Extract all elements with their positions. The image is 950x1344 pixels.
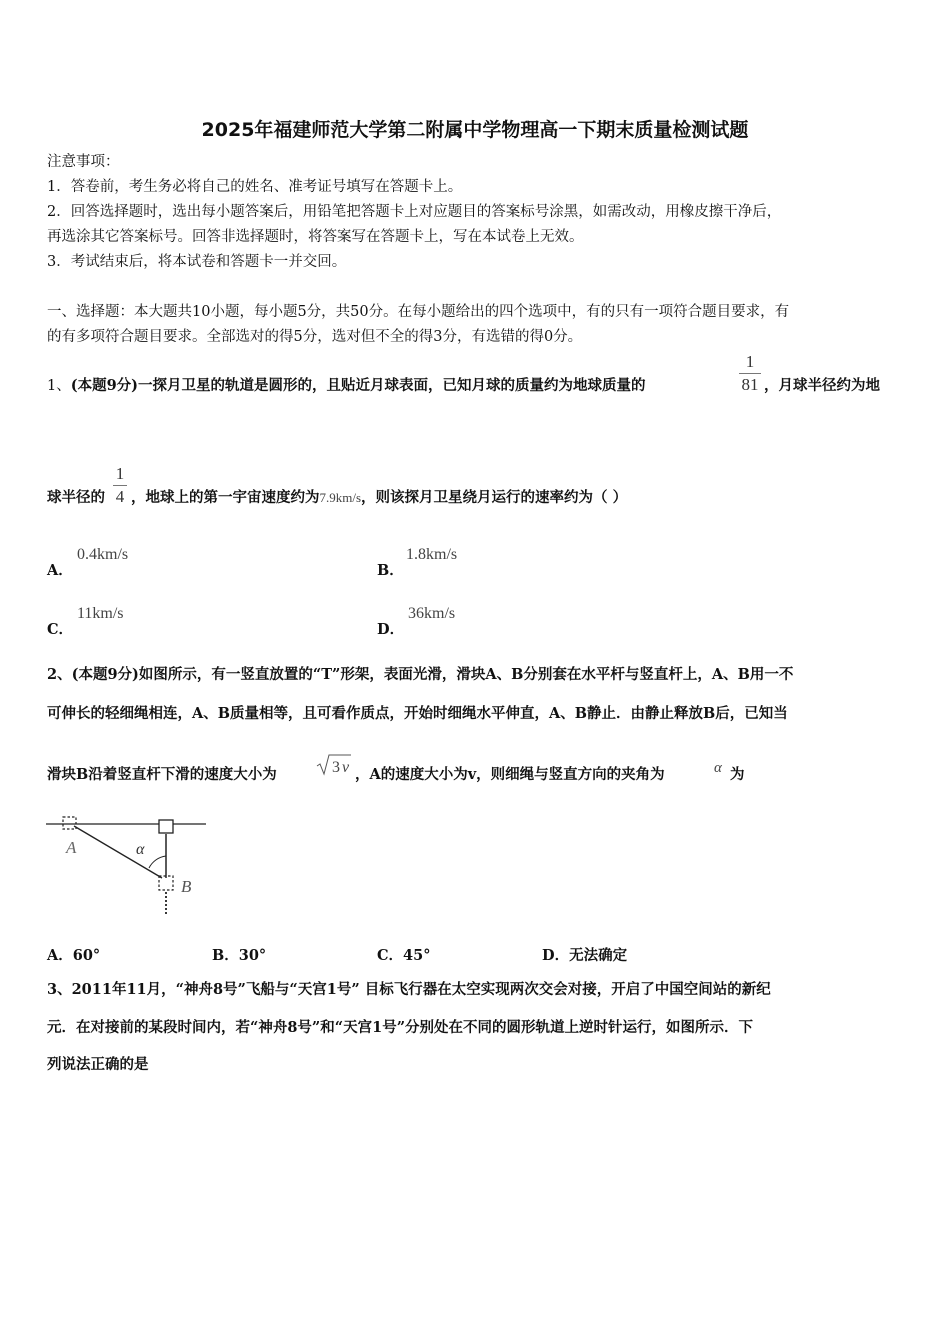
page-title: 2025年福建师范大学第二附属中学物理高一下期末质量检测试题 <box>201 119 749 141</box>
question-3-line-2: 元．在对接前的某段时间内，若“神舟8号”和“天宫1号”分别处在不同的圆形轨道上逆时针运行，如图所示．下 <box>47 1019 754 1036</box>
notice-item: 3．考试结束后，将本试卷和答题卡一并交回。 <box>47 254 347 270</box>
question-text-part: ，则该探月卫星绕月运行的速率约为（ ） <box>361 489 628 506</box>
option-a-label: A． <box>47 562 73 579</box>
question-text: 球半径的 <box>47 489 105 506</box>
notice-item: 2．回答选择题时，选出每小题答案后，用铅笔把答题卡上对应题目的答案标号涂黑，如需改动，用橡皮擦干净后， <box>47 204 782 220</box>
question-2-line-3 <box>47 765 277 785</box>
question-text: ，月球半径约为地 <box>764 377 880 394</box>
option-b-value: 1.8km/s <box>406 546 458 563</box>
option-d-label: D． <box>377 621 405 638</box>
label-b: B <box>181 877 192 896</box>
fraction-1-4 <box>113 464 127 507</box>
fraction-bar <box>113 485 127 486</box>
question-text <box>131 488 627 508</box>
section-heading: 一、选择题：本大题共10小题，每小题5分，共50分。在每小题给出的四个选项中，有的只有一项符合题目要求，有 <box>47 304 790 320</box>
question-text-part: ，A的速度大小为v，则细绳与竖直方向的夹角为 <box>355 766 665 783</box>
question-2-line-2: 可伸长的轻细绳相连，A、B质量相等，且可看作质点，开始时细绳水平伸直，A、B静止．由静止释放B后，已知当 <box>47 705 788 722</box>
notice-item: 再选涂其它答案标号。回答非选择题时，将答案写在答题卡上，写在本试卷上无效。 <box>47 229 584 245</box>
question-score: (本题9分) <box>70 377 139 394</box>
label-a: A <box>66 838 77 857</box>
option-a-value: 0.4km/s <box>77 546 129 563</box>
option-b: B．30° <box>212 947 267 964</box>
question-3-line-1: 3、2011年11月，“神舟8号”飞船与“天宫1号” 目标飞行器在太空实现两次交会对接，开启了中国空间站的新纪 <box>47 981 771 998</box>
sqrt-radicand: 3 <box>332 759 340 776</box>
option-b-label: B． <box>377 562 404 579</box>
speed-value: 7.9km/s <box>319 490 362 505</box>
t-frame-figure <box>44 812 214 924</box>
fraction-numerator: 1 <box>745 352 755 371</box>
alpha-symbol: α <box>714 760 722 776</box>
section-heading-cont: 的有多项符合题目要求。全部选对的得5分，选对但不全的得3分，有选错的得0分。 <box>47 329 583 345</box>
option-c-label: C． <box>47 621 74 638</box>
sqrt-radical-icon <box>315 752 353 778</box>
fraction-numerator: 1 <box>115 464 125 483</box>
question-text-part: 为 <box>730 766 745 783</box>
option-d: D．无法确定 <box>542 947 628 964</box>
fraction-1-81 <box>739 352 761 395</box>
option-a: A．60° <box>47 947 101 964</box>
question-text-part: ，地球上的第一宇宙速度约为 <box>131 489 320 506</box>
question-3-line-3: 列说法正确的是 <box>47 1056 149 1073</box>
fraction-denominator: 81 <box>741 375 759 394</box>
sqrt-expression <box>315 752 353 778</box>
option-c-value: 11km/s <box>77 605 124 622</box>
notice-heading: 注意事项： <box>47 154 120 170</box>
question-number: 1、 <box>47 378 71 394</box>
question-text-part: 滑块B沿着竖直杆下滑的速度大小为 <box>47 766 277 783</box>
notice-item: 1．答卷前，考生务必将自己的姓名、准考证号填写在答题卡上。 <box>47 179 463 195</box>
fraction-denominator: 4 <box>115 487 125 506</box>
sqrt-variable: v <box>342 759 350 776</box>
question-2-line-1: 2、(本题9分)如图所示，有一竖直放置的“T”形架，表面光滑，滑块A、B分别套在水平杆与竖直杆上，A、B用一不 <box>47 666 794 683</box>
option-c: C．45° <box>377 947 431 964</box>
option-d-value: 36km/s <box>408 605 456 622</box>
fraction-bar <box>739 373 761 374</box>
label-alpha: α <box>136 841 145 858</box>
question-text: 一探月卫星的轨道是圆形的，且贴近月球表面，已知月球的质量约为地球质量的 <box>138 377 646 394</box>
question-1-line-1 <box>47 376 646 396</box>
